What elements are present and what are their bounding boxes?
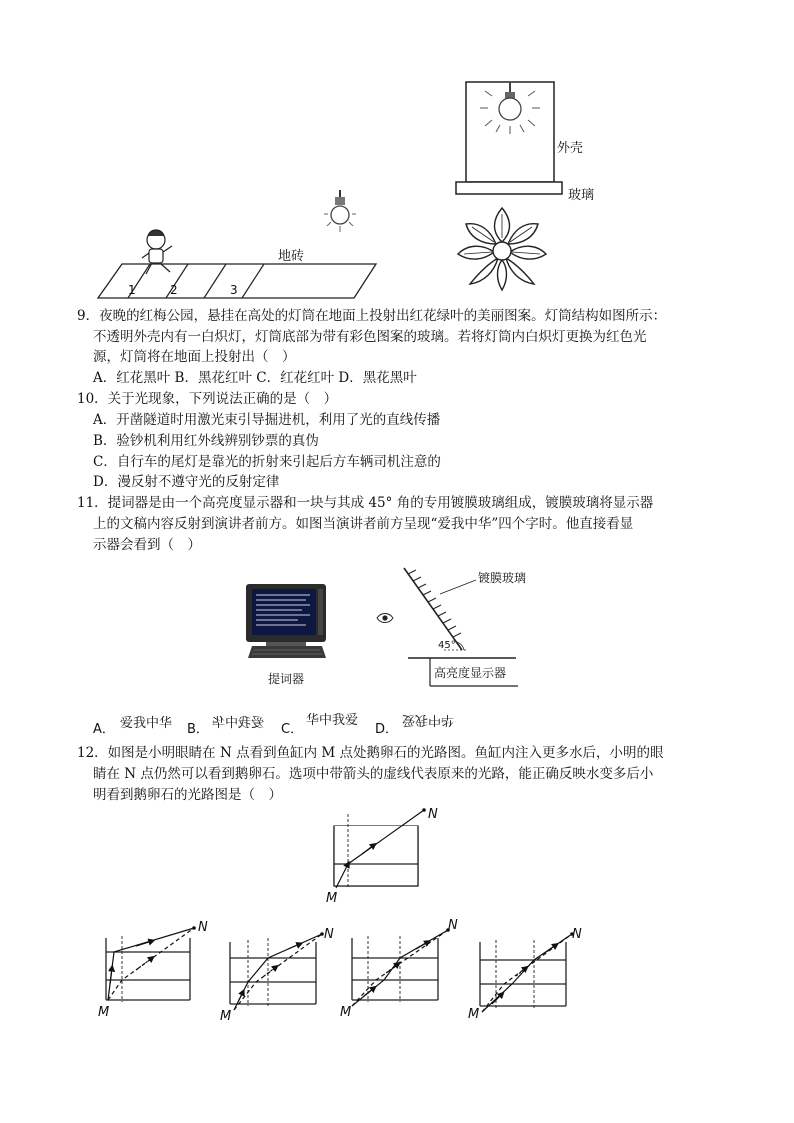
tile-number-2: 2: [170, 283, 178, 297]
q11-option-d-letter[interactable]: D．: [375, 722, 399, 737]
option-a-point-m: M: [98, 1005, 110, 1020]
q12-stem-line-3: 明看到鹅卵石的光路图是（ ）: [93, 787, 282, 803]
q11-option-b-letter[interactable]: B．: [187, 722, 209, 737]
main-point-n: N: [428, 807, 438, 822]
q12-option-a-diagram[interactable]: [96, 916, 220, 1020]
q11-option-a-letter[interactable]: A．: [93, 722, 115, 737]
q10-option-b[interactable]: B．验钞机利用红外线辨别钞票的真伪: [93, 433, 319, 449]
q11-option-d-glyphs: 华中我爱: [402, 712, 455, 727]
q10-stem: 10．关于光现象，下列说法正确的是（ ）: [77, 391, 338, 407]
q11-option-b-glyphs: 爱我中华: [212, 716, 265, 731]
option-b-point-m: M: [220, 1009, 232, 1024]
q12-option-c-diagram[interactable]: [338, 916, 462, 1020]
fish-tank-light-path-diagram: [322, 800, 452, 910]
q11-option-b-text[interactable]: [212, 712, 264, 731]
q10-option-d[interactable]: D．漫反射不遵守光的反射定律: [93, 474, 280, 490]
flower-pattern-figure: [452, 202, 552, 294]
q11-option-d-text[interactable]: [402, 712, 454, 731]
tile-number-3: 3: [230, 283, 238, 297]
main-point-m: M: [326, 891, 338, 906]
q12-option-d-diagram[interactable]: [464, 922, 588, 1022]
q11-option-c-letter[interactable]: C．: [281, 722, 304, 737]
q12-stem-line-2: 睛在 N 点仍然可以看到鹅卵石。选项中带箭头的虚线代表原来的光路，能正确反映水变多后小: [93, 766, 654, 782]
lamp-housing-figure: [450, 78, 610, 200]
angle-label: 45°: [438, 640, 456, 651]
q9-stem-line-3: 源，灯筒将在地面上投射出（ ）: [93, 349, 296, 365]
eye-icon: [376, 612, 394, 624]
q11-stem-line-2: 上的文稿内容反射到演讲者前方。如图当演讲者前方呈现“爱我中华”四个字时。他直接看显: [93, 516, 634, 532]
tile-number-1: 1: [128, 283, 136, 297]
option-b-point-n: N: [324, 927, 334, 942]
q9-stem-line-2: 不透明外壳内有一白炽灯，灯筒底部为带有彩色图案的玻璃。若将灯筒内白炽灯更换为红色光: [93, 329, 647, 345]
q11-stem-line-3: 示器会看到（ ）: [93, 537, 201, 553]
coated-glass-label: 镀膜玻璃: [478, 571, 527, 585]
q9-stem-line-1: 9．夜晚的红梅公园，悬挂在高处的灯筒在地面上投射出红花绿叶的美丽图案。灯筒结构如图所示：: [77, 308, 667, 324]
option-c-point-n: N: [448, 918, 458, 933]
q10-option-a[interactable]: A．开凿隧道时用激光束引导掘进机，利用了光的直线传播: [93, 412, 441, 428]
q11-option-c-text[interactable]: [306, 709, 358, 728]
glass-label: 玻璃: [568, 188, 595, 203]
option-a-point-n: N: [198, 920, 208, 935]
q11-option-c-glyphs: 华中我爱: [306, 713, 359, 728]
teleprompter-label: 提词器: [268, 672, 305, 686]
shell-label: 外壳: [557, 141, 584, 156]
option-d-point-n: N: [572, 927, 582, 942]
q11-option-a-text[interactable]: [120, 712, 172, 731]
q10-option-c[interactable]: C．自行车的尾灯是靠光的折射来引起后方车辆司机注意的: [93, 454, 441, 470]
option-c-point-m: M: [340, 1005, 352, 1020]
teleprompter-device-figure: [240, 580, 332, 662]
q9-options[interactable]: A．红花黑叶 B．黑花红叶 C．红花红叶 D．黑花黑叶: [93, 370, 417, 386]
display-label: 高亮度显示器: [434, 666, 507, 680]
tile-label: 地砖: [278, 249, 305, 264]
option-d-point-m: M: [468, 1007, 480, 1022]
floor-tiles-figure: [92, 220, 382, 302]
q12-option-b-diagram[interactable]: [218, 920, 342, 1024]
q11-option-a-glyphs: 爱我中华: [120, 716, 173, 731]
q12-stem-line-1: 12．如图是小明眼睛在 N 点看到鱼缸内 M 点处鹅卵石的光路图。鱼缸内注入更多水后，小明的眼: [77, 745, 664, 761]
q11-stem-line-1: 11．提词器是由一个高亮度显示器和一块与其成 45° 角的专用镀膜玻璃组成，镀膜玻璃将显示器: [77, 495, 654, 511]
